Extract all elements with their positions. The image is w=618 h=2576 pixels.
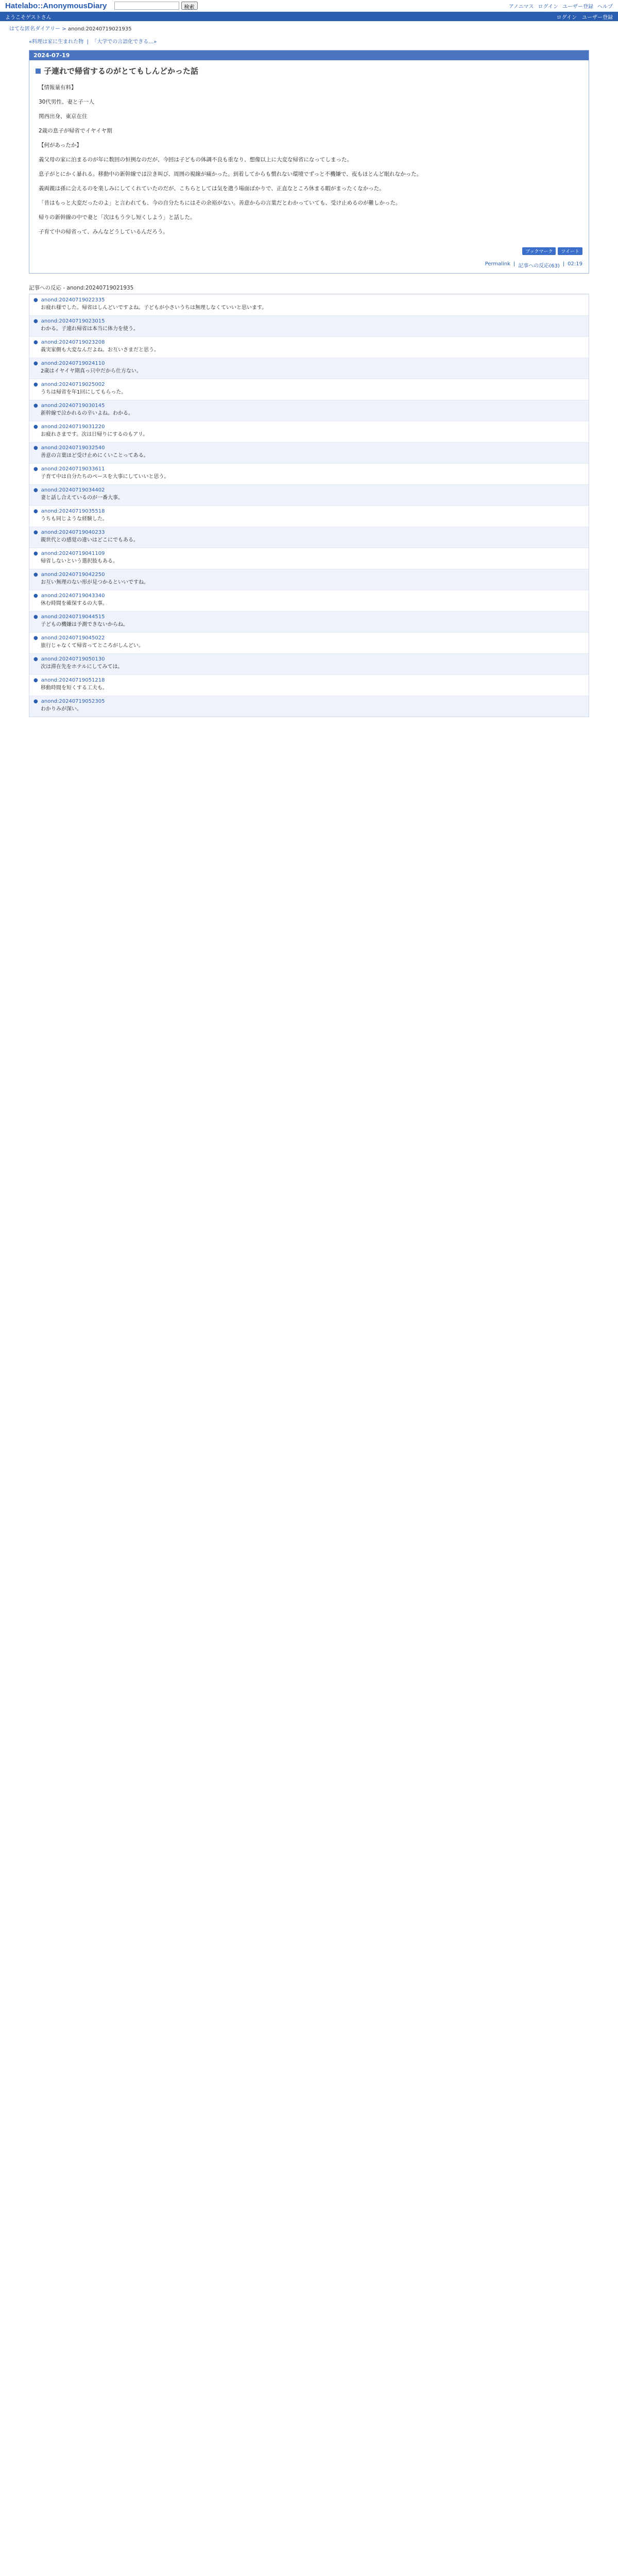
comment-meta — [33, 297, 585, 303]
comment-link[interactable]: anond:20240719052305 — [41, 699, 105, 704]
comment-text: お疲れ様でした。帰省はしんどいですよね。子どもが小さいうちは無理しなくていいと思います。 — [41, 305, 267, 311]
comment-meta — [33, 382, 585, 387]
comment-link[interactable]: anond:20240719023208 — [41, 340, 105, 345]
list-item — [29, 611, 589, 632]
share-buttons — [29, 247, 589, 259]
bullet-icon: ● — [33, 656, 38, 662]
list-item — [29, 484, 589, 505]
list-item — [29, 379, 589, 400]
comment-text: 次は滞在先をホテルにしてみては。 — [41, 664, 123, 670]
comment-text: 休む時間を確保するの大事。 — [41, 601, 108, 606]
entry-paragraph: 【何があったか】 — [39, 142, 82, 148]
breadcrumb-link[interactable]: はてな匿名ダイアリー — [9, 26, 61, 32]
entry-title[interactable]: 子連れで帰省するのがとてもしんどかった話 — [44, 66, 199, 76]
entry-paragraph: 義両親は孫に会えるのを楽しみにしてくれていたのだが、こちらとしては気を遣う場面ばかりで、正直なところ休まる暇がまったくなかった。 — [39, 185, 385, 192]
entry-paragraph: 30代男性、妻と子一人 — [39, 99, 94, 105]
comment-meta — [33, 445, 585, 451]
bullet-icon: ● — [33, 340, 38, 345]
entry-paragraph: 子育て中の帰省って、みんなどうしているんだろう。 — [39, 229, 168, 235]
comment-link[interactable]: anond:20240719050130 — [41, 656, 105, 662]
list-item — [29, 653, 589, 674]
comment-link[interactable]: anond:20240719025002 — [41, 382, 105, 387]
top-bar — [0, 0, 618, 12]
comment-text: うちは帰省を年1回にしてもらった。 — [41, 389, 127, 395]
comment-text: うちも同じような経験した。 — [41, 516, 108, 522]
comment-meta — [33, 677, 585, 683]
list-item — [29, 294, 589, 315]
comment-text: わかる。子連れ帰省は本当に体力を使う。 — [41, 326, 139, 332]
tweet-button[interactable]: ツイート — [558, 247, 582, 255]
comment-meta — [33, 466, 585, 472]
comment-link[interactable]: anond:20240719045022 — [41, 635, 105, 641]
comment-text: 子どもの機嫌は予測できないからね。 — [41, 622, 128, 628]
list-item — [29, 400, 589, 421]
reactions-link[interactable]: 記事への反応(63) — [518, 263, 560, 269]
thread-heading: 記事への反応 - anond:20240719021935 — [29, 285, 134, 291]
comment-text: 旅行じゃなくて帰省ってところがしんどい。 — [41, 643, 144, 649]
bullet-icon: ● — [33, 614, 38, 620]
bullet-icon: ● — [33, 593, 38, 599]
comment-text: 2歳はイヤイヤ期真っ只中だから仕方ない。 — [41, 368, 142, 374]
comment-meta — [33, 318, 585, 324]
bullet-icon: ● — [33, 466, 38, 472]
bullet-icon: ● — [33, 572, 38, 578]
list-item — [29, 548, 589, 569]
comment-link[interactable]: anond:20240719035518 — [41, 509, 105, 514]
register-link[interactable]: ユーザー登録 — [582, 14, 613, 21]
comment-text: 帰省しないという選択肢もある。 — [41, 558, 118, 564]
bullet-icon: ● — [33, 635, 38, 641]
comment-text: お疲れさまです。次は日帰りにするのもアリ。 — [41, 432, 148, 437]
bullet-icon: ● — [33, 445, 38, 451]
comment-link[interactable]: anond:20240719051218 — [41, 677, 105, 683]
entry-paragraph: 義父母の家に泊まるのが年に数回の恒例なのだが、今回は子どもの体調不良も重なり、想像以上に大変な帰省になってしまった。 — [39, 157, 352, 163]
search-area — [114, 2, 198, 10]
list-item — [29, 505, 589, 527]
entry-paragraph: 息子がとにかく暴れる。移動中の新幹線では泣き叫び、周囲の視線が痛かった。到着してからも慣れない環境でずっと不機嫌で、夜もほとんど眠れなかった。 — [39, 171, 422, 177]
list-item — [29, 696, 589, 717]
list-item — [29, 590, 589, 611]
bullet-icon: ● — [33, 509, 38, 514]
search-button[interactable]: 検索 — [181, 2, 198, 10]
comment-text: 義実家側も大変なんだよね。お互いさまだと思う。 — [41, 347, 159, 353]
bullet-icon: ● — [33, 382, 38, 387]
entry-paragraph: 帰りの新幹線の中で妻と「次はもう少し短くしよう」と話した。 — [39, 214, 196, 221]
comment-link[interactable]: anond:20240719031220 — [41, 424, 105, 430]
bullet-icon: ● — [33, 699, 38, 704]
entry-time: 02:19 — [568, 261, 582, 267]
list-item — [29, 527, 589, 548]
top-links — [509, 2, 613, 10]
next-link[interactable]: 「大学での言語化できる…» — [92, 39, 157, 45]
comment-text: 善意の言葉ほど受け止めにくいことってある。 — [41, 453, 149, 459]
top-link[interactable]: ユーザー登録 — [562, 4, 593, 10]
bullet-icon: ● — [33, 677, 38, 683]
bullet-icon: ● — [33, 424, 38, 430]
comment-link[interactable]: anond:20240719034402 — [41, 487, 105, 493]
comment-meta — [33, 403, 585, 409]
entry-body — [29, 81, 589, 247]
comment-link[interactable]: anond:20240719024110 — [41, 361, 105, 366]
top-link[interactable]: アノニマス — [508, 4, 534, 10]
comment-link[interactable]: anond:20240719041109 — [41, 551, 105, 556]
list-item — [29, 674, 589, 696]
comment-meta — [33, 551, 585, 556]
breadcrumb: はてな匿名ダイアリー > anond:20240719021935 — [9, 26, 132, 32]
comment-text: 妻と話し合えているのが一番大事。 — [41, 495, 123, 501]
comment-link[interactable]: anond:20240719033611 — [41, 466, 105, 472]
entry-paragraph: 【情報量有料】 — [39, 84, 77, 91]
breadcrumb-current: anond:20240719021935 — [67, 26, 132, 32]
bullet-icon: ● — [33, 297, 38, 303]
comment-link[interactable]: anond:20240719023015 — [41, 318, 105, 324]
comment-meta — [33, 530, 585, 535]
login-link[interactable]: ログイン — [556, 14, 577, 21]
comment-meta — [33, 572, 585, 578]
comment-meta — [33, 361, 585, 366]
comment-link[interactable]: anond:20240719042250 — [41, 572, 105, 578]
comment-meta — [33, 487, 585, 493]
comment-meta — [33, 699, 585, 704]
list-item — [29, 358, 589, 379]
comment-meta — [33, 656, 585, 662]
comment-meta — [33, 635, 585, 641]
bullet-icon: ● — [33, 361, 38, 366]
list-item — [29, 421, 589, 442]
entry-nav: «料理は家に生まれた物 | 「大学での言語化できる…» — [29, 39, 157, 45]
site-logo[interactable]: Hatelabo::AnonymousDiary — [5, 1, 107, 10]
comment-meta — [33, 424, 585, 430]
search-input[interactable] — [114, 2, 179, 10]
comment-link[interactable]: anond:20240719040233 — [41, 530, 105, 535]
sub-links — [557, 13, 613, 21]
comment-link[interactable]: anond:20240719030145 — [41, 403, 105, 409]
comment-text: わかりみが深い。 — [41, 706, 82, 712]
bullet-icon: ● — [33, 487, 38, 493]
bullet-icon: ● — [33, 318, 38, 324]
entry-paragraph: 「昔はもっと大変だったのよ」と言われても、今の自分たちにはその余裕がない。善意からの言葉だとわかっていても、受け止めるのが難しかった。 — [39, 200, 401, 206]
list-item — [29, 569, 589, 590]
comment-text: 子育て中は自分たちのペースを大事にしていいと思う。 — [41, 474, 169, 480]
entry-paragraph: 関西出身、東京在住 — [39, 113, 88, 120]
entry-date: 2024-07-19 — [29, 50, 589, 60]
comment-link[interactable]: anond:20240719044515 — [41, 614, 105, 620]
list-item — [29, 463, 589, 484]
comment-meta — [33, 509, 585, 514]
list-item — [29, 632, 589, 653]
comment-meta — [33, 340, 585, 345]
bullet-icon: ● — [33, 530, 38, 535]
list-item — [29, 315, 589, 336]
entry-footer: Permalink | 記事への反応(63) | 02:19 — [485, 261, 582, 269]
entry-title-row — [29, 60, 589, 81]
welcome-text: ようこそゲストさん — [5, 14, 52, 21]
comment-text: 親世代との感覚の違いはどこにでもある。 — [41, 537, 139, 543]
bullet-icon: ● — [33, 551, 38, 556]
top-link[interactable]: ヘルプ — [597, 4, 613, 10]
list-item — [29, 442, 589, 463]
comment-meta — [33, 614, 585, 620]
bullet-icon: ● — [33, 403, 38, 409]
sub-bar — [0, 12, 618, 21]
comment-text: お互い無理のない形が見つかるといいですね。 — [41, 580, 149, 585]
comment-link[interactable]: anond:20240719032540 — [41, 445, 105, 451]
top-link[interactable]: ログイン — [538, 4, 558, 10]
entry-paragraph: 2歳の息子が帰省でイヤイヤ期 — [39, 128, 112, 134]
list-item — [29, 336, 589, 358]
comment-link[interactable]: anond:20240719043340 — [41, 593, 105, 599]
comment-meta — [33, 593, 585, 599]
comment-thread — [29, 294, 589, 717]
prev-link[interactable]: «料理は家に生まれた物 — [29, 39, 84, 45]
comment-text: 移動時間を短くする工夫も。 — [41, 685, 108, 691]
entry — [29, 50, 589, 274]
bookmark-button[interactable]: ブックマーク — [522, 247, 556, 255]
comment-link[interactable]: anond:20240719022335 — [41, 297, 105, 303]
permalink[interactable]: Permalink — [485, 261, 510, 267]
comment-text: 新幹線で泣かれるの辛いよね。わかる。 — [41, 411, 133, 416]
title-square-icon — [36, 69, 41, 74]
